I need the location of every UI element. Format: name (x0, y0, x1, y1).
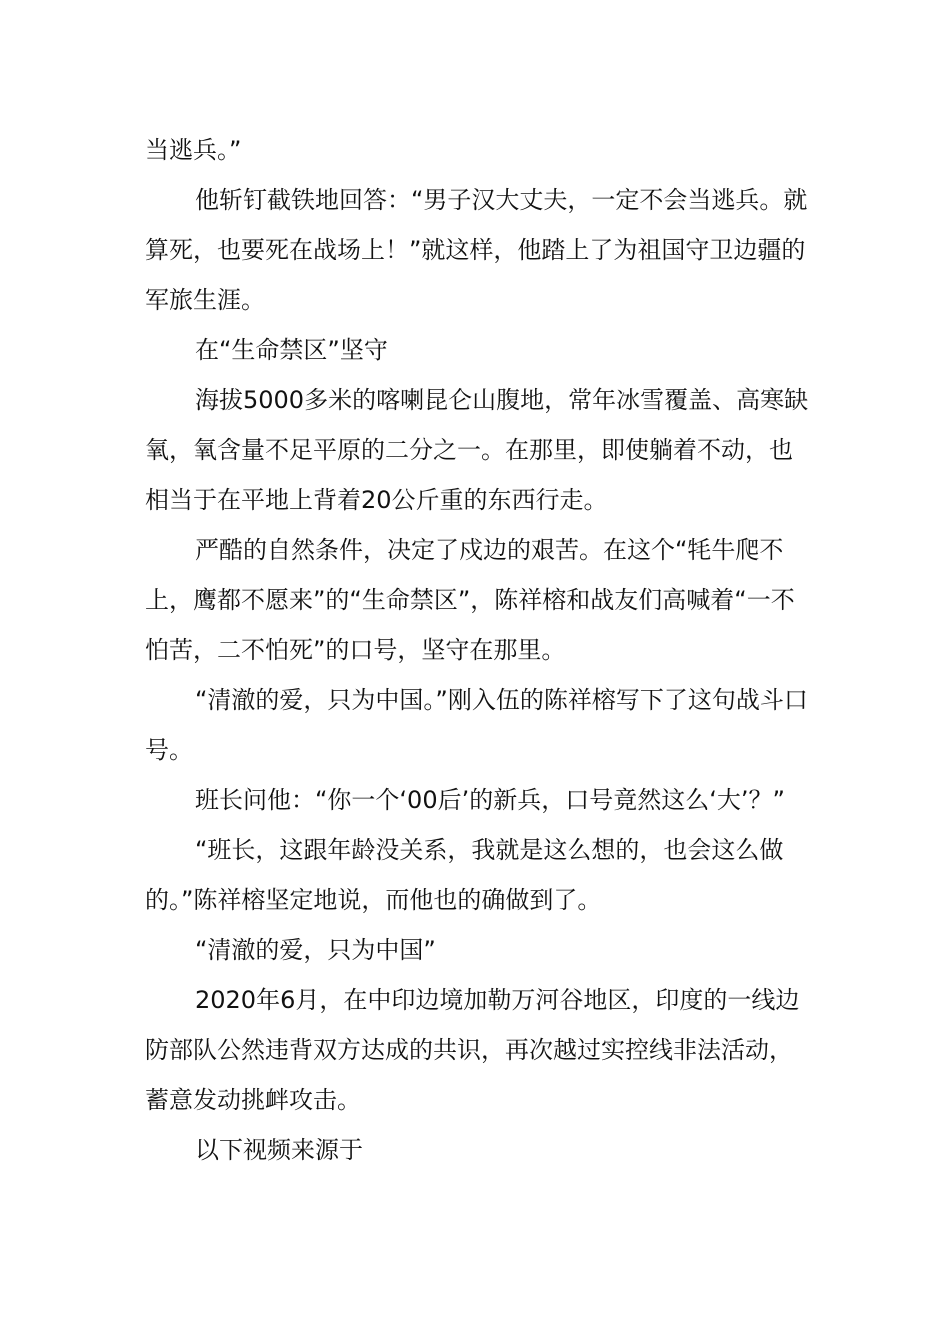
paragraph: “班长，这跟年龄没关系，我就是这么想的，也会这么做的。”陈祥榕坚定地说，而他也的确做到了。 (145, 836, 784, 914)
paragraph: 严酷的自然条件，决定了戍边的艰苦。在这个“牦牛爬不上，鹰都不愿来”的“生命禁区”，陈祥榕和战友们高喊着“一不怕苦，二不怕死”的口号，坚守在那里。 (145, 536, 795, 664)
section-heading: “清澈的爱，只为中国” (195, 936, 436, 964)
paragraph: “清澈的爱，只为中国。”刚入伍的陈祥榕写下了这句战斗口号。 (145, 686, 808, 764)
paragraph: 2020年6月，在中印边境加勒万河谷地区，印度的一线边防部队公然违背双方达成的共识，再次越过实控线非法活动，蓄意发动挑衅攻击。 (145, 986, 800, 1114)
paragraph: 以下视频来源于 (195, 1136, 363, 1164)
paragraph: 海拔5000多米的喀喇昆仑山腹地，常年冰雪覆盖、高寒缺氧，氧含量不足平原的二分之一。在那里，即使躺着不动，也相当于在平地上背着20公斤重的东西行走。 (145, 386, 809, 514)
paragraph-continuation: 当逃兵。” (145, 136, 242, 164)
paragraph: 班长问他：“你一个‘00后’的新兵，口号竟然这么‘大’？” (195, 786, 785, 814)
paragraph: 他斩钉截铁地回答：“男子汉大丈夫，一定不会当逃兵。就算死，也要死在战场上！”就这样，他踏上了为祖国守卫边疆的军旅生涯。 (145, 186, 808, 314)
article-body (145, 125, 810, 1175)
section-heading: 在“生命禁区”坚守 (195, 336, 388, 364)
